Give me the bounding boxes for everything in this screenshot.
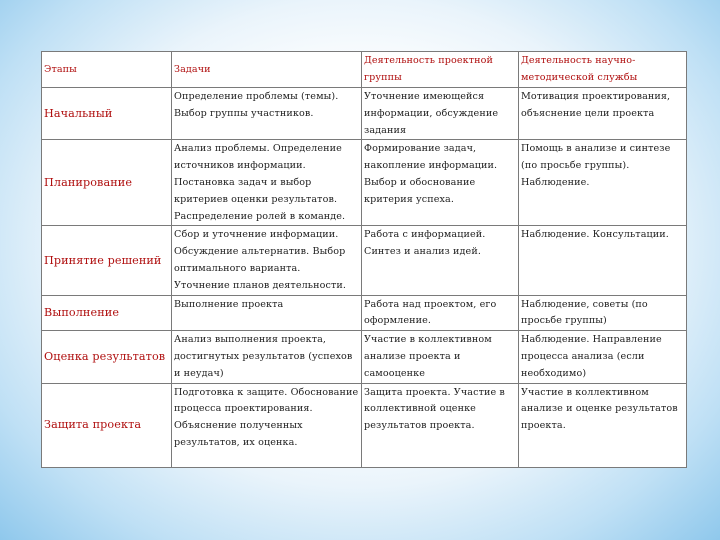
stage-cell: Оценка результатов bbox=[42, 331, 172, 383]
stage-cell: Планирование bbox=[42, 140, 172, 226]
project-stages-table bbox=[41, 51, 687, 468]
service-cell: Мотивация проектирования, объяснение цели проекта bbox=[519, 88, 687, 140]
tasks-cell: Анализ выполнения проекта, достигнутых результатов (успехов и неудач) bbox=[172, 331, 362, 383]
stage-cell: Выполнение bbox=[42, 295, 172, 331]
group-cell: Защита проекта. Участие в коллективной оценке результатов проекта. bbox=[362, 383, 519, 467]
table-row bbox=[42, 226, 687, 295]
group-cell: Уточнение имеющейся информации, обсуждение задания bbox=[362, 88, 519, 140]
table-row bbox=[42, 140, 687, 226]
tasks-cell: Выполнение проекта bbox=[172, 295, 362, 331]
service-cell: Участие в коллективном анализе и оценке результатов проекта. bbox=[519, 383, 687, 467]
header-method-service: Деятельность научно-методической службы bbox=[519, 52, 687, 88]
tasks-cell: Анализ проблемы. Определение источников информации. Постановка задач и выбор критериев оценки результатов. Распределение ролей в команде. bbox=[172, 140, 362, 226]
service-cell: Наблюдение. Консультации. bbox=[519, 226, 687, 295]
tasks-cell: Сбор и уточнение информации. Обсуждение альтернатив. Выбор оптимального варианта. Уточнение планов деятельности. bbox=[172, 226, 362, 295]
table-row bbox=[42, 295, 687, 331]
table-header-row bbox=[42, 52, 687, 88]
service-cell: Помощь в анализе и синтезе (по просьбе группы). Наблюдение. bbox=[519, 140, 687, 226]
group-cell: Участие в коллективном анализе проекта и самооценке bbox=[362, 331, 519, 383]
header-project-group: Деятельность проектной группы bbox=[362, 52, 519, 88]
service-cell: Наблюдение, советы (по просьбе группы) bbox=[519, 295, 687, 331]
service-cell: Наблюдение. Направление процесса анализа (если необходимо) bbox=[519, 331, 687, 383]
header-stages: Этапы bbox=[42, 52, 172, 88]
header-tasks: Задачи bbox=[172, 52, 362, 88]
table-row bbox=[42, 383, 687, 467]
stage-cell: Принятие решений bbox=[42, 226, 172, 295]
group-cell: Работа над проектом, его оформление. bbox=[362, 295, 519, 331]
table-row bbox=[42, 331, 687, 383]
stage-cell: Защита проекта bbox=[42, 383, 172, 467]
stage-cell: Начальный bbox=[42, 88, 172, 140]
tasks-cell: Подготовка к защите. Обоснование процесса проектирования. Объяснение полученных результатов, их оценка. bbox=[172, 383, 362, 467]
group-cell: Работа с информацией. Синтез и анализ идей. bbox=[362, 226, 519, 295]
group-cell: Формирование задач, накопление информации. Выбор и обоснование критерия успеха. bbox=[362, 140, 519, 226]
table-row bbox=[42, 88, 687, 140]
tasks-cell: Определение проблемы (темы). Выбор группы участников. bbox=[172, 88, 362, 140]
